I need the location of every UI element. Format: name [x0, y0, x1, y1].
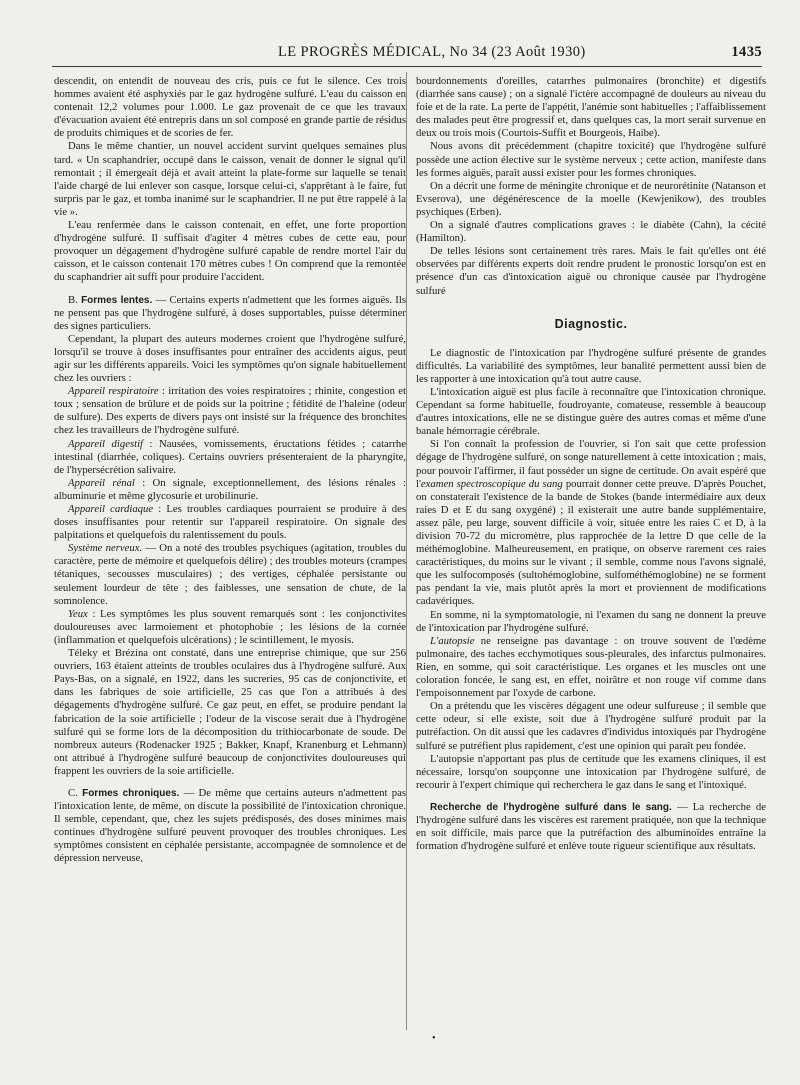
paragraph-text: En somme, ni la symptomatologie, ni l'examen du sang ne donnent la preuve de l'intoxication par l'hydrogène sulfuré. [416, 608, 766, 634]
paragraph-text: : Nausées, vomissements, éructations fétides ; catarrhe intestinal (diarrhée, coliques). Certains ouvriers présenteraient de la pharyngite, de l'hypersécrétion salivaire. [54, 437, 406, 476]
paragraph [54, 787, 406, 866]
section-letter: B. [68, 293, 82, 306]
right-column-top [416, 75, 766, 298]
paragraph [416, 219, 766, 245]
paragraph [54, 140, 406, 219]
paragraph-text: Nous avons dit précédemment (chapitre toxicité) que l'hydrogène sulfuré possède une action élective sur le système nerveux ; cette action, manifeste dans les formes aiguës, paraît aussi exister pour les formes chroniques. [416, 140, 766, 179]
run-in-heading: Appareil respiratoire [68, 385, 159, 398]
paragraph-text: : Les symptômes les plus souvent remarqués sont : les conjonctivites douloureuses avec larmoiement et photophobie ; les lésions de la cornée (inflammation et quelquefois ulcérations) ; le scintillement, le myosis. [54, 607, 406, 646]
run-in-heading: Yeux [68, 607, 88, 620]
paragraph [54, 477, 406, 503]
paragraph [416, 75, 766, 140]
run-in-heading: Recherche de l'hydrogène sulfuré dans le sang. [430, 801, 672, 813]
paragraph-text: — On a noté des troubles psychiques (agitation, troubles du caractère, perte de mémoire et quelquefois délire) ; des troubles moteurs (crampes tétaniques, secousses musculaires) ; des vertiges, céphalée persistante ou seulement lourdeur de tête ; des faiblesses, une sensation de chute, de la somnolence. [54, 542, 406, 607]
paragraph [54, 542, 406, 607]
right-column [416, 75, 766, 853]
paragraph-text: Le diagnostic de l'intoxication par l'hydrogène sulfuré présente de grandes difficultés. La variabilité des symptômes, leur banalité permettent aussi bien de les rapporter à une intoxication qu'à tout autre cause. [416, 346, 766, 385]
paragraph [416, 753, 766, 792]
paragraph-text: descendit, on entendit de nouveau des cris, puis ce fut le silence. Ces trois hommes avaient été asphyxiés par le gaz hydrogène sulfuré. L'eau du caisson en contenait 12,2 volumes pour 1.000. Le gaz provenait de ce que les travaux d'évacuation avaient été entrepris dans un sol composé en grande partie de résidus de produits chimiques et de scories de fer. [54, 75, 406, 140]
paragraph-text: Si l'on connaît la profession de l'ouvrier, si l'on sait que cette profession dégage de l'hydrogène sulfuré, on songe naturellement à cette intoxication ; mais, pour pouvoir l'affirmer, il faut posséder un signe de certitude. On avait espéré que l' [416, 438, 766, 490]
column-divider [406, 72, 407, 1030]
paragraph-text: pourrait donner cette preuve. D'après Pouchet, on constaterait l'existence de la bande de Stokes (bande intermédiaire aux deux raies D et E du sang oxygéné) ; il existerait une autre bande supplémentaire, assez pâle, peu large, souvent difficile à voir, située entre les raies C et D, à la division 70-72 du micromètre, plus rapprochée de la lettre D que celle de la méthémoglobine. Malheureusement, en pratique, on observe rarement ces raies caractéristiques, du moins sur le vivant ; il semble, comme nous l'avons signalé, que les sulfocomposés (sultohémoglobine, sulfométhémoglobine) ne se forment pas pendant la vie, mais plutôt après la mort et proviennent de modifications cadavériques. [416, 477, 766, 608]
paragraph-text: On a décrit une forme de méningite chronique et de neurorétinite (Natanson et Evserova), une dégénérescence de la moelle (Kewjenikow), des troubles psychiques (Erben). [416, 179, 766, 218]
paragraph [416, 347, 766, 386]
paragraph [416, 180, 766, 219]
running-header [52, 40, 762, 67]
run-in-heading: L'autopsie [430, 634, 475, 647]
paragraph [54, 438, 406, 477]
paragraph [54, 385, 406, 437]
paragraph-text: De telles lésions sont certainement très rares. Mais le fait qu'elles ont été observées par différents experts doit rendre prudent le pronostic lorsqu'on est en présence d'un cas d'intoxication aiguë ou chronique causée par l'hydrogène sulfuré [416, 245, 766, 297]
section-title-diagnostic: Diagnostic. [554, 316, 628, 331]
paragraph [54, 608, 406, 647]
paragraph [416, 700, 766, 752]
paragraph-text: L'eau renfermée dans le caisson contenait, en effet, une forte proportion d'hydrogène sulfuré. Il suffisait d'agiter 4 mètres cubes de cette eau, pour provoquer un dégagement d'hydrogène sulfuré capable de rendre mortel l'air du caisson, et le caisson contenait 170 mètres cubes ! On comprend que la remontée du scaphandrier ait suffi pour produire l'accident. [54, 219, 406, 284]
paragraph-text: L'autopsie n'apportant pas plus de certitude que les examens cliniques, il est nécessaire, lorsqu'on soupçonne une intoxication par l'hydrogène sulfuré, de recourir à l'expert chimique qui recherchera le gaz dans le sang et l'intoxiqué. [416, 752, 766, 791]
paragraph-text: Téleky et Brézina ont constaté, dans une entreprise chimique, que sur 256 ouvriers, 163 étaient atteints de troubles oculaires dus à l'hydrogène sulfuré. Aux Pays-Bas, on a signalé, en 1922, dans les sucreries, 95 cas de conjonctivite, et dans les fabriques de soie artificielle, 25 cas que l'on a attribués à des dégagements d'hydrogène sulfuré. Ce gaz peut, en effet, se produire pendant la fabrication de la soie artificielle ; l'odeur de la viscose serait due à l'hydrogène sulfuré qui se forme lors de la décomposition du trithiocarbonate de soude. De nombreux auteurs (Rodenacker 1925 ; Bakker, Knapf, Kranenburg et Lehmann) ont attribué à l'hydrogène sulfuré beaucoup de conjonctivites douloureuses qui frappent les ouvriers de la soie artificielle. [54, 647, 406, 777]
paragraph-text: — De même que certains auteurs n'admettent pas l'intoxication lente, de même, on discute la possibilité de l'intoxication chronique. Il semble, cependant, que, chez les sujets prédisposés, des doses minimes mais continues d'hydrogène sulfuré peuvent provoquer des troubles chroniques. Les symptômes consistent en céphalée persistante, accompagnée de somnolence et de dépression nerveuse, [54, 786, 406, 865]
paragraph [416, 140, 766, 179]
paragraph-text: — La recherche de l'hydrogène sulfuré dans les viscères est rarement pratiquée, non que la technique en soit difficile, mais parce que la putréfaction des albuminoïdes entraîne la formation d'hydrogène sulfuré et enlève toute rigueur scientifique aux résultats. [416, 800, 766, 853]
left-column [54, 75, 406, 866]
paragraph [54, 75, 406, 140]
right-column-bottom [416, 347, 766, 854]
paragraph [416, 635, 766, 700]
paragraph-text: ne renseigne pas davantage : on trouve souvent de l'œdème pulmonaire, des taches ecchymotiques sous-pleurales, des infarctus pulmonaires. Rien, en somme, qui soit caractéristique. Les organes et les muscles ont une coloration foncée, le sang est, en effet, noirâtre et non rouge vif comme dans l'empoisonnement par l'oxyde de carbone. [416, 634, 766, 700]
section-letter: C. [68, 786, 83, 799]
paragraph [54, 219, 406, 284]
paragraph [416, 609, 766, 635]
paragraph-text: L'intoxication aiguë est plus facile à reconnaître que l'intoxication chronique. Cependant sa forme habituelle, foudroyante, comateuse, ressemble à beaucoup d'autres intoxications, elle ne se distingue guère des autres comas et même d'une banale hémorragie cérébrale. [416, 385, 766, 438]
paragraph [416, 438, 766, 608]
ornament-dot: • [432, 1033, 436, 1044]
paragraph-text: On a prétendu que les viscères dégagent une odeur sulfureuse ; il semble que cette odeur, si elle existe, soit due à l'hydrogène sulfuré produit par la putréfaction. On dit aussi que les cadavres d'individus intoxiqués par l'hydrogène sulfuré se putréfient plus rapidement, c'est une opinion qui paraît peu fondée. [416, 700, 766, 752]
run-in-heading: Appareil cardiaque [68, 503, 154, 515]
paragraph [54, 503, 406, 542]
paragraph-text: : On signale, exceptionnellement, des lésions rénales : albuminurie et même glycosurie et urobilinurie. [54, 476, 406, 502]
paragraph [416, 801, 766, 853]
page-number: 1435 [731, 44, 762, 60]
paragraph [416, 245, 766, 297]
paragraph [54, 647, 406, 778]
subsection-heading: Formes chroniques. [82, 787, 180, 799]
paragraph-text: — Certains experts n'admettent que les formes aiguës. Ils ne pensent pas que l'hydrogène sulfuré, à doses supportables, puisse déterminer des signes particuliers. [54, 293, 406, 332]
paragraph [416, 386, 766, 438]
paragraph-text: bourdonnements d'oreilles, catarrhes pulmonaires (bronchite) et digestifs (diarrhée sans cause) ; on a signalé l'ictère accompagné de douleurs au niveau du foie et de la rate. La perte de l'appétit, l'anémie sont habituelles ; l'affaiblissement des malades peut être progressif et, dans quelques cas, la mort serait survenue en deux ou trois mois (Courtois-Suffit et Bourgeois, Haibe). [416, 75, 766, 140]
paragraph-text: : Les troubles cardiaques pourraient se produire à des doses insuffisantes pour retentir sur l'appareil respiratoire. On signale des palpitations et quelquefois du ralentissement du pouls. [54, 503, 406, 542]
run-in-heading: Appareil rénal [68, 476, 135, 489]
emphasis-text: examen spectroscopique du sang [420, 477, 563, 490]
paragraph [54, 294, 406, 333]
paragraph [54, 333, 406, 385]
run-in-heading: Système nerveux. [68, 542, 143, 555]
paragraph-text: On a signalé d'autres complications graves : le diabète (Cahn), la cécité (Hamilton). [416, 219, 766, 245]
paragraph-text: : irritation des voies respiratoires ; rhinite, congestion et toux ; sensation de brûlure et de poids sur la poitrine ; fétidité de l'haleine (odeur de sulfure). Des experts de divers pays ont insisté sur la fréquence des bronchites chez les travailleurs de l'hydrogène sulfuré. [54, 385, 406, 437]
run-in-heading: Appareil digestif [68, 437, 144, 450]
running-title: LE PROGRÈS MÉDICAL, No 34 (23 Août 1930) [278, 44, 586, 60]
paragraph-text: Dans le même chantier, un nouvel accident survint quelques semaines plus tard. « Un scaphandrier, occupé dans le caisson, venait de donner le signal qu'il remontait ; il émergeait déjà et avait atteint la plate-forme sur laquelle se tenait l'aide chargé de lui enlever son casque, lorsque celui-ci, s'apprêtant à le faire, fut surpris par le gaz, et tomba inanimé sur le scaphandrier. Il ne put être rappelé à la vie ». [54, 140, 406, 218]
paragraph-text: Cependant, la plupart des auteurs modernes croient que l'hydrogène sulfuré, lorsqu'il se trouve à doses insuffisantes pour entraîner des accidents aigus, peut agir sur les différents appareils. Voici les symptômes qu'on signale habituellement chez les ouvriers : [54, 332, 406, 385]
subsection-heading: Formes lentes. [81, 294, 153, 306]
